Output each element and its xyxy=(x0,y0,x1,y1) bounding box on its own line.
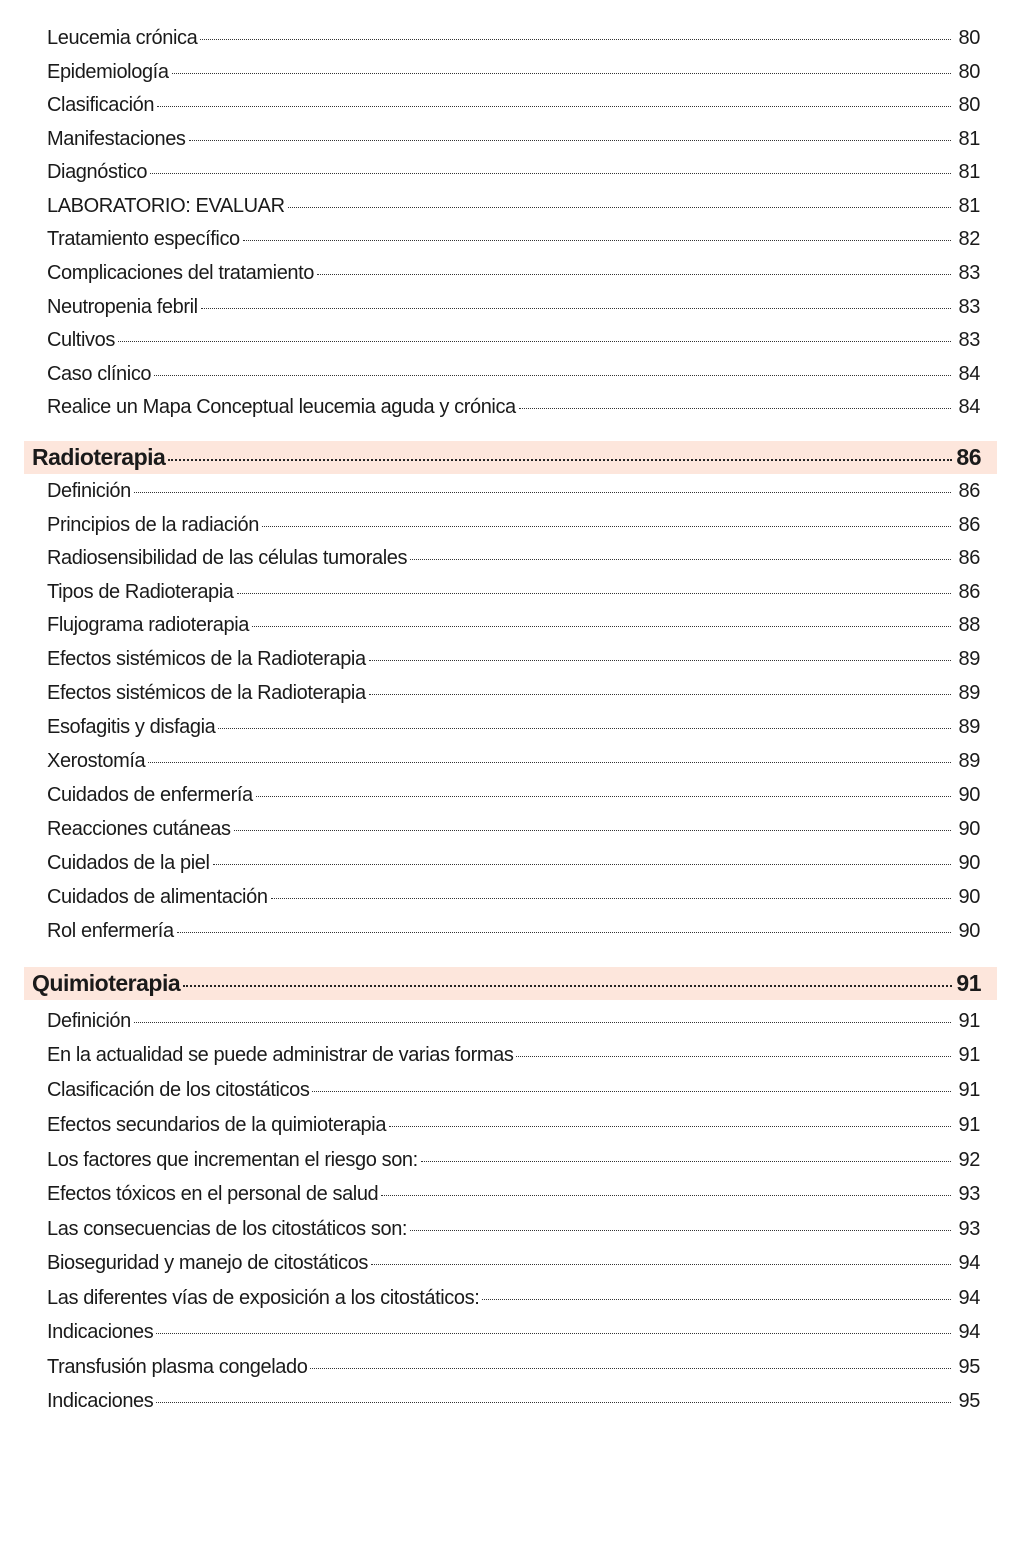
dot-leader xyxy=(183,985,952,987)
toc-entry[interactable] xyxy=(47,514,980,544)
toc-entry-label: Clasificación de los citostáticos xyxy=(47,1079,310,1101)
dot-leader xyxy=(271,898,951,899)
dot-leader xyxy=(381,1195,951,1196)
toc-entry-page: 89 xyxy=(958,750,980,772)
dot-leader xyxy=(237,593,951,594)
toc-entry-label: Cuidados de enfermería xyxy=(47,784,253,806)
dot-leader xyxy=(317,274,951,275)
dot-leader xyxy=(516,1056,951,1057)
toc-entry-page: 90 xyxy=(958,852,980,874)
toc-entry-page: 84 xyxy=(958,396,980,418)
toc-entry[interactable] xyxy=(47,1287,980,1317)
toc-entry[interactable] xyxy=(47,1079,980,1109)
dot-leader xyxy=(148,762,951,763)
toc-entry-label: Tratamiento específico xyxy=(47,228,240,250)
toc-entry-label: Efectos sistémicos de la Radioterapia xyxy=(47,648,366,670)
toc-entry-page: 81 xyxy=(958,195,980,217)
toc-entry-page: 93 xyxy=(958,1183,980,1205)
toc-entry-page: 92 xyxy=(958,1149,980,1171)
toc-entry-label: Cuidados de alimentación xyxy=(47,886,268,908)
dot-leader xyxy=(369,660,951,661)
toc-entry[interactable] xyxy=(47,614,980,644)
toc-entry-label: Efectos sistémicos de la Radioterapia xyxy=(47,682,366,704)
toc-entry-page: 86 xyxy=(958,547,980,569)
dot-leader xyxy=(134,1022,951,1023)
toc-entry-page: 88 xyxy=(958,614,980,636)
toc-entry[interactable] xyxy=(47,1183,980,1213)
toc-entry-page: 81 xyxy=(958,161,980,183)
dot-leader xyxy=(519,408,951,409)
toc-entry-page: 80 xyxy=(958,27,980,49)
toc-entry[interactable] xyxy=(47,329,980,359)
toc-entry-label: Xerostomía xyxy=(47,750,146,772)
toc-entry-page: 83 xyxy=(958,262,980,284)
toc-entry[interactable] xyxy=(47,195,980,225)
toc-entry-label: Epidemiología xyxy=(47,61,169,83)
toc-entry[interactable] xyxy=(47,1010,980,1040)
dot-leader xyxy=(371,1264,951,1265)
dot-leader xyxy=(243,240,951,241)
dot-leader xyxy=(189,140,951,141)
toc-entry-label: Tipos de Radioterapia xyxy=(47,581,234,603)
toc-entry-label: Leucemia crónica xyxy=(47,27,198,49)
dot-leader xyxy=(154,375,951,376)
section-header-quimioterapia[interactable] xyxy=(24,967,997,1000)
dot-leader xyxy=(200,39,951,40)
toc-entry[interactable] xyxy=(47,920,980,950)
toc-entry-label: Bioseguridad y manejo de citostáticos xyxy=(47,1252,368,1274)
toc-entry-label: Efectos secundarios de la quimioterapia xyxy=(47,1114,387,1136)
toc-entry[interactable] xyxy=(47,1390,980,1420)
toc-entry-page: 90 xyxy=(958,886,980,908)
toc-entry-label: Las diferentes vías de exposición a los citostáticos: xyxy=(47,1287,480,1309)
toc-entry-page: 91 xyxy=(958,1044,980,1066)
toc-entry[interactable] xyxy=(47,363,980,393)
toc-entry[interactable] xyxy=(47,128,980,158)
toc-entry[interactable] xyxy=(47,716,980,746)
dot-leader xyxy=(213,864,951,865)
toc-entry-label: Cultivos xyxy=(47,329,115,351)
toc-entry-page: 91 xyxy=(958,1010,980,1032)
dot-leader xyxy=(410,1230,951,1231)
toc-entry[interactable] xyxy=(47,1218,980,1248)
toc-entry[interactable] xyxy=(47,547,980,577)
section-title: Quimioterapia xyxy=(32,970,181,996)
toc-entry-label: Cuidados de la piel xyxy=(47,852,210,874)
toc-entry-label: Caso clínico xyxy=(47,363,152,385)
dot-leader xyxy=(262,526,951,527)
dot-leader xyxy=(150,173,951,174)
toc-entry-page: 86 xyxy=(958,581,980,603)
toc-entry[interactable] xyxy=(47,1356,980,1386)
dot-leader xyxy=(177,932,951,933)
dot-leader xyxy=(312,1091,951,1092)
toc-entry[interactable] xyxy=(47,27,980,57)
dot-leader xyxy=(156,1333,951,1334)
toc-entry[interactable] xyxy=(47,61,980,91)
toc-entry-page: 95 xyxy=(958,1390,980,1412)
toc-entry[interactable] xyxy=(47,1252,980,1282)
dot-leader xyxy=(482,1299,951,1300)
toc-entry-label: Los factores que incrementan el riesgo son: xyxy=(47,1149,418,1171)
toc-entry-page: 89 xyxy=(958,682,980,704)
toc-entry-page: 93 xyxy=(958,1218,980,1240)
toc-entry-label: Esofagitis y disfagia xyxy=(47,716,216,738)
toc-entry-label: Efectos tóxicos en el personal de salud xyxy=(47,1183,379,1205)
toc-entry[interactable] xyxy=(47,818,980,848)
dot-leader xyxy=(172,73,951,74)
toc-entry-page: 84 xyxy=(958,363,980,385)
toc-entry-label: Definición xyxy=(47,480,131,502)
dot-leader xyxy=(389,1126,951,1127)
toc-entry[interactable] xyxy=(47,1114,980,1144)
dot-leader xyxy=(201,308,951,309)
toc-entry-page: 89 xyxy=(958,648,980,670)
dot-leader xyxy=(157,106,951,107)
toc-entry-label: Complicaciones del tratamiento xyxy=(47,262,315,284)
toc-entry-page: 86 xyxy=(958,480,980,502)
toc-entry[interactable] xyxy=(47,296,980,326)
toc-entry[interactable] xyxy=(47,750,980,780)
toc-entry-page: 86 xyxy=(958,514,980,536)
section-page: 86 xyxy=(956,444,981,470)
dot-leader xyxy=(256,796,951,797)
dot-leader xyxy=(118,341,951,342)
dot-leader xyxy=(252,626,951,627)
toc-entry-page: 91 xyxy=(958,1079,980,1101)
section-title: Radioterapia xyxy=(32,444,166,470)
toc-entry-page: 95 xyxy=(958,1356,980,1378)
toc-entry-page: 94 xyxy=(958,1321,980,1343)
toc-entry[interactable] xyxy=(47,94,980,124)
toc-entry[interactable] xyxy=(47,1044,980,1074)
dot-leader xyxy=(134,492,951,493)
toc-entry-page: 80 xyxy=(958,61,980,83)
dot-leader xyxy=(234,830,951,831)
dot-leader xyxy=(421,1161,951,1162)
dot-leader xyxy=(288,207,951,208)
toc-entry[interactable] xyxy=(47,262,980,292)
toc-entry-page: 90 xyxy=(958,818,980,840)
toc-entry-label: Indicaciones xyxy=(47,1321,154,1343)
toc-entry-page: 80 xyxy=(958,94,980,116)
toc-entry-label: Transfusión plasma congelado xyxy=(47,1356,308,1378)
dot-leader xyxy=(218,728,951,729)
toc-entry[interactable] xyxy=(47,396,980,426)
toc-entry-label: Indicaciones xyxy=(47,1390,154,1412)
toc-entry-label: Las consecuencias de los citostáticos son: xyxy=(47,1218,408,1240)
toc-entry[interactable] xyxy=(47,784,980,814)
toc-entry-label: Rol enfermería xyxy=(47,920,174,942)
toc-entry-label: Manifestaciones xyxy=(47,128,186,150)
toc-entry-page: 82 xyxy=(958,228,980,250)
toc-entry[interactable] xyxy=(47,682,980,712)
toc-entry[interactable] xyxy=(47,581,980,611)
toc-entry-page: 81 xyxy=(958,128,980,150)
toc-entry-label: LABORATORIO: EVALUAR xyxy=(47,195,285,217)
toc-entry-page: 89 xyxy=(958,716,980,738)
toc-entry-label: Principios de la radiación xyxy=(47,514,259,536)
toc-entry[interactable] xyxy=(47,886,980,916)
toc-entry-page: 94 xyxy=(958,1287,980,1309)
toc-entry-page: 94 xyxy=(958,1252,980,1274)
dot-leader xyxy=(369,694,951,695)
toc-entry-label: Realice un Mapa Conceptual leucemia aguda y crónica xyxy=(47,396,516,418)
toc-entry-page: 90 xyxy=(958,920,980,942)
dot-leader xyxy=(310,1368,951,1369)
toc-entry-page: 91 xyxy=(958,1114,980,1136)
toc-entry-label: Reacciones cutáneas xyxy=(47,818,231,840)
toc-entry[interactable] xyxy=(47,852,980,882)
toc-entry-label: Radiosensibilidad de las células tumorales xyxy=(47,547,408,569)
toc-entry-label: Neutropenia febril xyxy=(47,296,198,318)
toc-entry-label: En la actualidad se puede administrar de varias formas xyxy=(47,1044,514,1066)
toc-entry-page: 83 xyxy=(958,296,980,318)
toc-entry-label: Clasificación xyxy=(47,94,155,116)
toc-entry[interactable] xyxy=(47,648,980,678)
toc-entry-label: Flujograma radioterapia xyxy=(47,614,250,636)
toc-entry[interactable] xyxy=(47,228,980,258)
dot-leader xyxy=(168,459,952,461)
toc-entry-label: Diagnóstico xyxy=(47,161,148,183)
section-header-radioterapia[interactable] xyxy=(24,441,997,474)
toc-entry-label: Definición xyxy=(47,1010,131,1032)
section-page: 91 xyxy=(956,970,981,996)
toc-entry[interactable] xyxy=(47,161,980,191)
toc-entry[interactable] xyxy=(47,1149,980,1179)
dot-leader xyxy=(410,559,951,560)
dot-leader xyxy=(156,1402,951,1403)
toc-entry-page: 83 xyxy=(958,329,980,351)
toc-entry[interactable] xyxy=(47,1321,980,1351)
toc-entry-page: 90 xyxy=(958,784,980,806)
toc-entry[interactable] xyxy=(47,480,980,510)
